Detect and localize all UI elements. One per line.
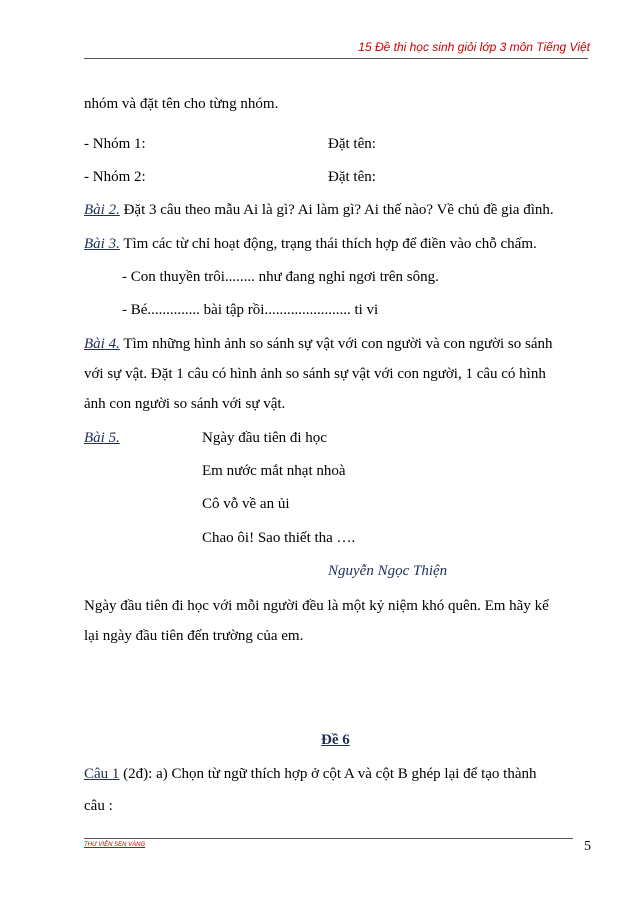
exercise-5-question-1: Ngày đầu tiên đi học với mỗi người đều là một kỷ niệm khó quên. Em hãy kể: [84, 598, 549, 614]
poem-author: Nguyễn Ngọc Thiện: [328, 563, 448, 579]
exercise-5-question-2: lại ngày đầu tiên đến trường của em.: [84, 628, 304, 644]
question-1-label: Câu 1: [84, 766, 120, 782]
poem-line-4: Chao ôi! Sao thiết tha ….: [202, 530, 356, 546]
poem-line-3: Cô vỗ về an ủi: [202, 496, 290, 512]
group2-name-label: Đặt tên:: [328, 169, 376, 185]
section-heading-de-6: Đề 6: [321, 732, 350, 748]
page-number: 5: [584, 839, 591, 854]
poem-line-1: Ngày đầu tiên đi học: [202, 430, 327, 446]
exercise-2-label: Bài 2.: [84, 202, 120, 218]
exercise-2: [84, 202, 554, 219]
exercise-2-text: Đặt 3 câu theo mẫu Ai là gì? Ai làm gì? Ai thế nào? Về chủ đề gia đình.: [119, 202, 554, 218]
question-1-text: (2đ): a) Chọn từ ngữ thích hợp ở cột A và cột B ghép lại để tạo thành: [119, 766, 537, 782]
exercise-5-label: Bài 5.: [84, 430, 120, 446]
header-divider: [84, 58, 588, 59]
exercise-3-item-1: - Con thuyền trôi........ như đang nghỉ ngơi trên sông.: [122, 269, 439, 285]
header-title: 15 Đề thi học sinh giỏi lớp 3 môn Tiếng Việt: [358, 40, 590, 54]
group1-name-label: Đặt tên:: [328, 136, 376, 152]
intro-line: nhóm và đặt tên cho từng nhóm.: [84, 96, 279, 112]
exercise-4: [84, 336, 553, 353]
group1-label: - Nhóm 1:: [84, 136, 146, 152]
poem-line-2: Em nước mắt nhạt nhoà: [202, 463, 346, 479]
footer-library-name: THƯ VIỆN SEN VÀNG: [84, 842, 146, 848]
question-1: [84, 766, 536, 783]
exercise-3-label: Bài 3.: [84, 236, 120, 252]
group2-label: - Nhóm 2:: [84, 169, 146, 185]
exercise-4-line-3: ảnh con người so sánh với sự vật.: [84, 396, 286, 412]
question-1-line-2: câu :: [84, 798, 113, 814]
exercise-3: [84, 236, 537, 253]
footer-divider: [84, 838, 573, 839]
exercise-3-item-2: - Bé.............. bài tập rồi....................... ti vi: [122, 302, 379, 318]
exercise-3-text: Tìm các từ chỉ hoạt động, trạng thái thích hợp để điền vào chỗ chấm.: [119, 236, 537, 252]
exercise-4-text: Tìm những hình ảnh so sánh sự vật với con người và con người so sánh: [119, 336, 553, 352]
exercise-4-label: Bài 4.: [84, 336, 120, 352]
exercise-4-line-2: với sự vật. Đặt 1 câu có hình ảnh so sánh sự vật với con người, 1 câu có hình: [84, 366, 546, 382]
